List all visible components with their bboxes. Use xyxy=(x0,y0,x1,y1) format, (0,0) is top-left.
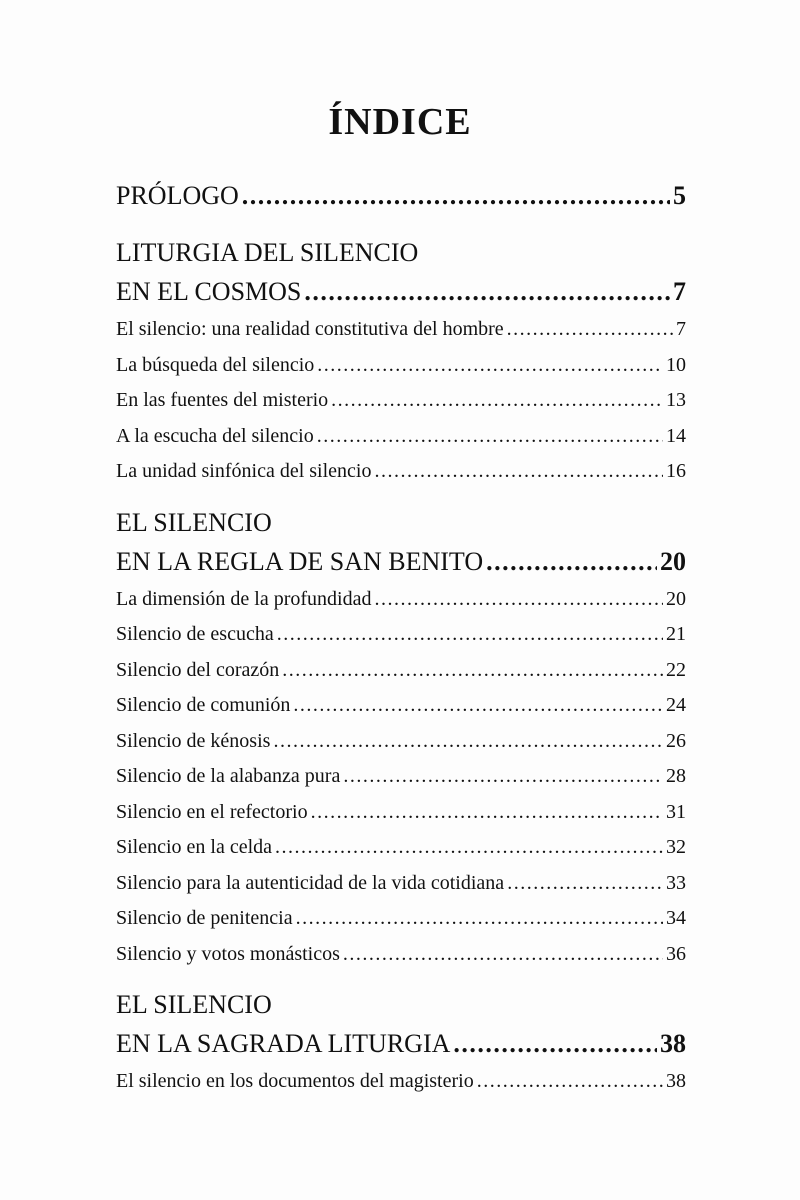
toc-entry-label: Silencio de escucha xyxy=(116,623,274,645)
toc-entry-page: 24 xyxy=(666,694,686,716)
dot-leader xyxy=(311,795,663,831)
toc-chapter-page: 38 xyxy=(660,1029,686,1058)
toc-entry-page: 7 xyxy=(676,318,686,340)
toc-entry[interactable] xyxy=(116,937,686,973)
dot-leader xyxy=(375,582,664,618)
toc-entry-page: 33 xyxy=(666,871,686,894)
toc-chapter-liturgia-del-silencio[interactable] xyxy=(116,272,686,312)
toc-entry[interactable] xyxy=(116,617,686,653)
toc-chapter-label: EN LA REGLA DE SAN BENITO xyxy=(116,546,484,576)
toc-entry-label: La búsqueda del silencio xyxy=(116,353,315,376)
toc-entry-label: Silencio de la alabanza pura xyxy=(116,765,341,787)
toc-entry-label: Silencio y votos monásticos xyxy=(116,942,340,965)
dot-leader xyxy=(343,759,663,795)
toc-entry[interactable] xyxy=(116,653,686,689)
toc-chapter-page: 7 xyxy=(673,277,686,306)
toc-entry-page: 14 xyxy=(666,424,686,447)
toc-entry-page: 13 xyxy=(666,389,686,411)
toc-chapter-label: EN LA SAGRADA LITURGIA xyxy=(116,1029,451,1058)
dot-leader xyxy=(507,866,663,902)
toc-entry-label: El silencio en los documentos del magisterio xyxy=(116,1070,474,1092)
toc-chapter-label: EN EL COSMOS xyxy=(116,277,302,306)
dot-leader xyxy=(374,454,663,490)
toc-entry[interactable] xyxy=(116,582,686,618)
toc-chapter-page: 20 xyxy=(660,546,686,576)
dot-leader xyxy=(453,1024,657,1064)
toc-entry[interactable] xyxy=(116,724,686,760)
dot-leader xyxy=(304,272,670,312)
dot-leader xyxy=(293,688,663,724)
toc-entry-page: 28 xyxy=(666,765,686,787)
dot-leader xyxy=(275,830,663,866)
toc-entry-label: Silencio del corazón xyxy=(116,658,280,681)
dot-leader xyxy=(507,312,673,348)
toc-entry[interactable] xyxy=(116,901,686,937)
toc-chapter-heading: EL SILENCIO xyxy=(116,990,272,1019)
toc-entry-page: 22 xyxy=(666,658,686,681)
toc-prologue-page: 5 xyxy=(673,181,686,210)
toc-entry[interactable] xyxy=(116,830,686,866)
toc-entry-page: 16 xyxy=(666,460,686,482)
toc-entry-page: 26 xyxy=(666,729,686,752)
toc-entry[interactable] xyxy=(116,348,686,384)
toc-entry[interactable] xyxy=(116,312,686,348)
toc-entry-page: 38 xyxy=(666,1070,686,1092)
toc-entry-label: A la escucha del silencio xyxy=(116,424,314,447)
dot-leader xyxy=(486,542,657,582)
toc-entry-label: Silencio para la autenticidad de la vida cotidiana xyxy=(116,871,505,894)
dot-leader xyxy=(242,176,670,216)
toc-entry-page: 21 xyxy=(666,623,686,645)
dot-leader xyxy=(343,937,663,973)
dot-leader xyxy=(317,348,663,384)
toc-entry-page: 32 xyxy=(666,836,686,858)
toc-entry-label: Silencio en el refectorio xyxy=(116,800,308,823)
toc-entry[interactable] xyxy=(116,759,686,795)
toc-entry-page: 34 xyxy=(666,907,686,929)
toc-prologue[interactable] xyxy=(116,176,686,216)
toc-entry-label: Silencio de kénosis xyxy=(116,729,271,752)
toc-entry-page: 31 xyxy=(666,800,686,823)
page-title: ÍNDICE xyxy=(328,101,472,143)
toc-entry-page: 10 xyxy=(666,353,686,376)
dot-leader xyxy=(317,419,663,455)
toc-entry-label: La dimensión de la profundidad xyxy=(116,587,372,610)
toc-chapter-regla-san-benito[interactable] xyxy=(116,542,686,582)
toc-entry[interactable] xyxy=(116,866,686,902)
toc-prologue-label: PRÓLOGO xyxy=(116,181,239,210)
toc-entry[interactable] xyxy=(116,688,686,724)
toc-chapter-heading: EL SILENCIO xyxy=(116,507,272,537)
dot-leader xyxy=(282,653,663,689)
toc-entry-page: 20 xyxy=(666,587,686,610)
toc-entry[interactable] xyxy=(116,1064,686,1100)
dot-leader xyxy=(296,901,663,937)
toc-entry-page: 36 xyxy=(666,942,686,965)
table-of-contents xyxy=(116,176,686,1100)
toc-entry[interactable] xyxy=(116,454,686,490)
toc-entry-label: Silencio de comunión xyxy=(116,694,291,716)
toc-entry-label: En las fuentes del misterio xyxy=(116,389,329,411)
dot-leader xyxy=(273,724,663,760)
dot-leader xyxy=(331,383,663,419)
dot-leader xyxy=(277,617,663,653)
toc-chapter-heading: LITURGIA DEL SILENCIO xyxy=(116,238,419,267)
toc-entry-label: Silencio de penitencia xyxy=(116,907,293,929)
toc-entry-label: La unidad sinfónica del silencio xyxy=(116,460,372,482)
toc-entry[interactable] xyxy=(116,419,686,455)
toc-entry-label: Silencio en la celda xyxy=(116,836,273,858)
toc-entry-label: El silencio: una realidad constitutiva del hombre xyxy=(116,318,504,340)
toc-entry[interactable] xyxy=(116,795,686,831)
dot-leader xyxy=(477,1064,663,1100)
toc-chapter-sagrada-liturgia[interactable] xyxy=(116,1024,686,1064)
toc-entry[interactable] xyxy=(116,383,686,419)
